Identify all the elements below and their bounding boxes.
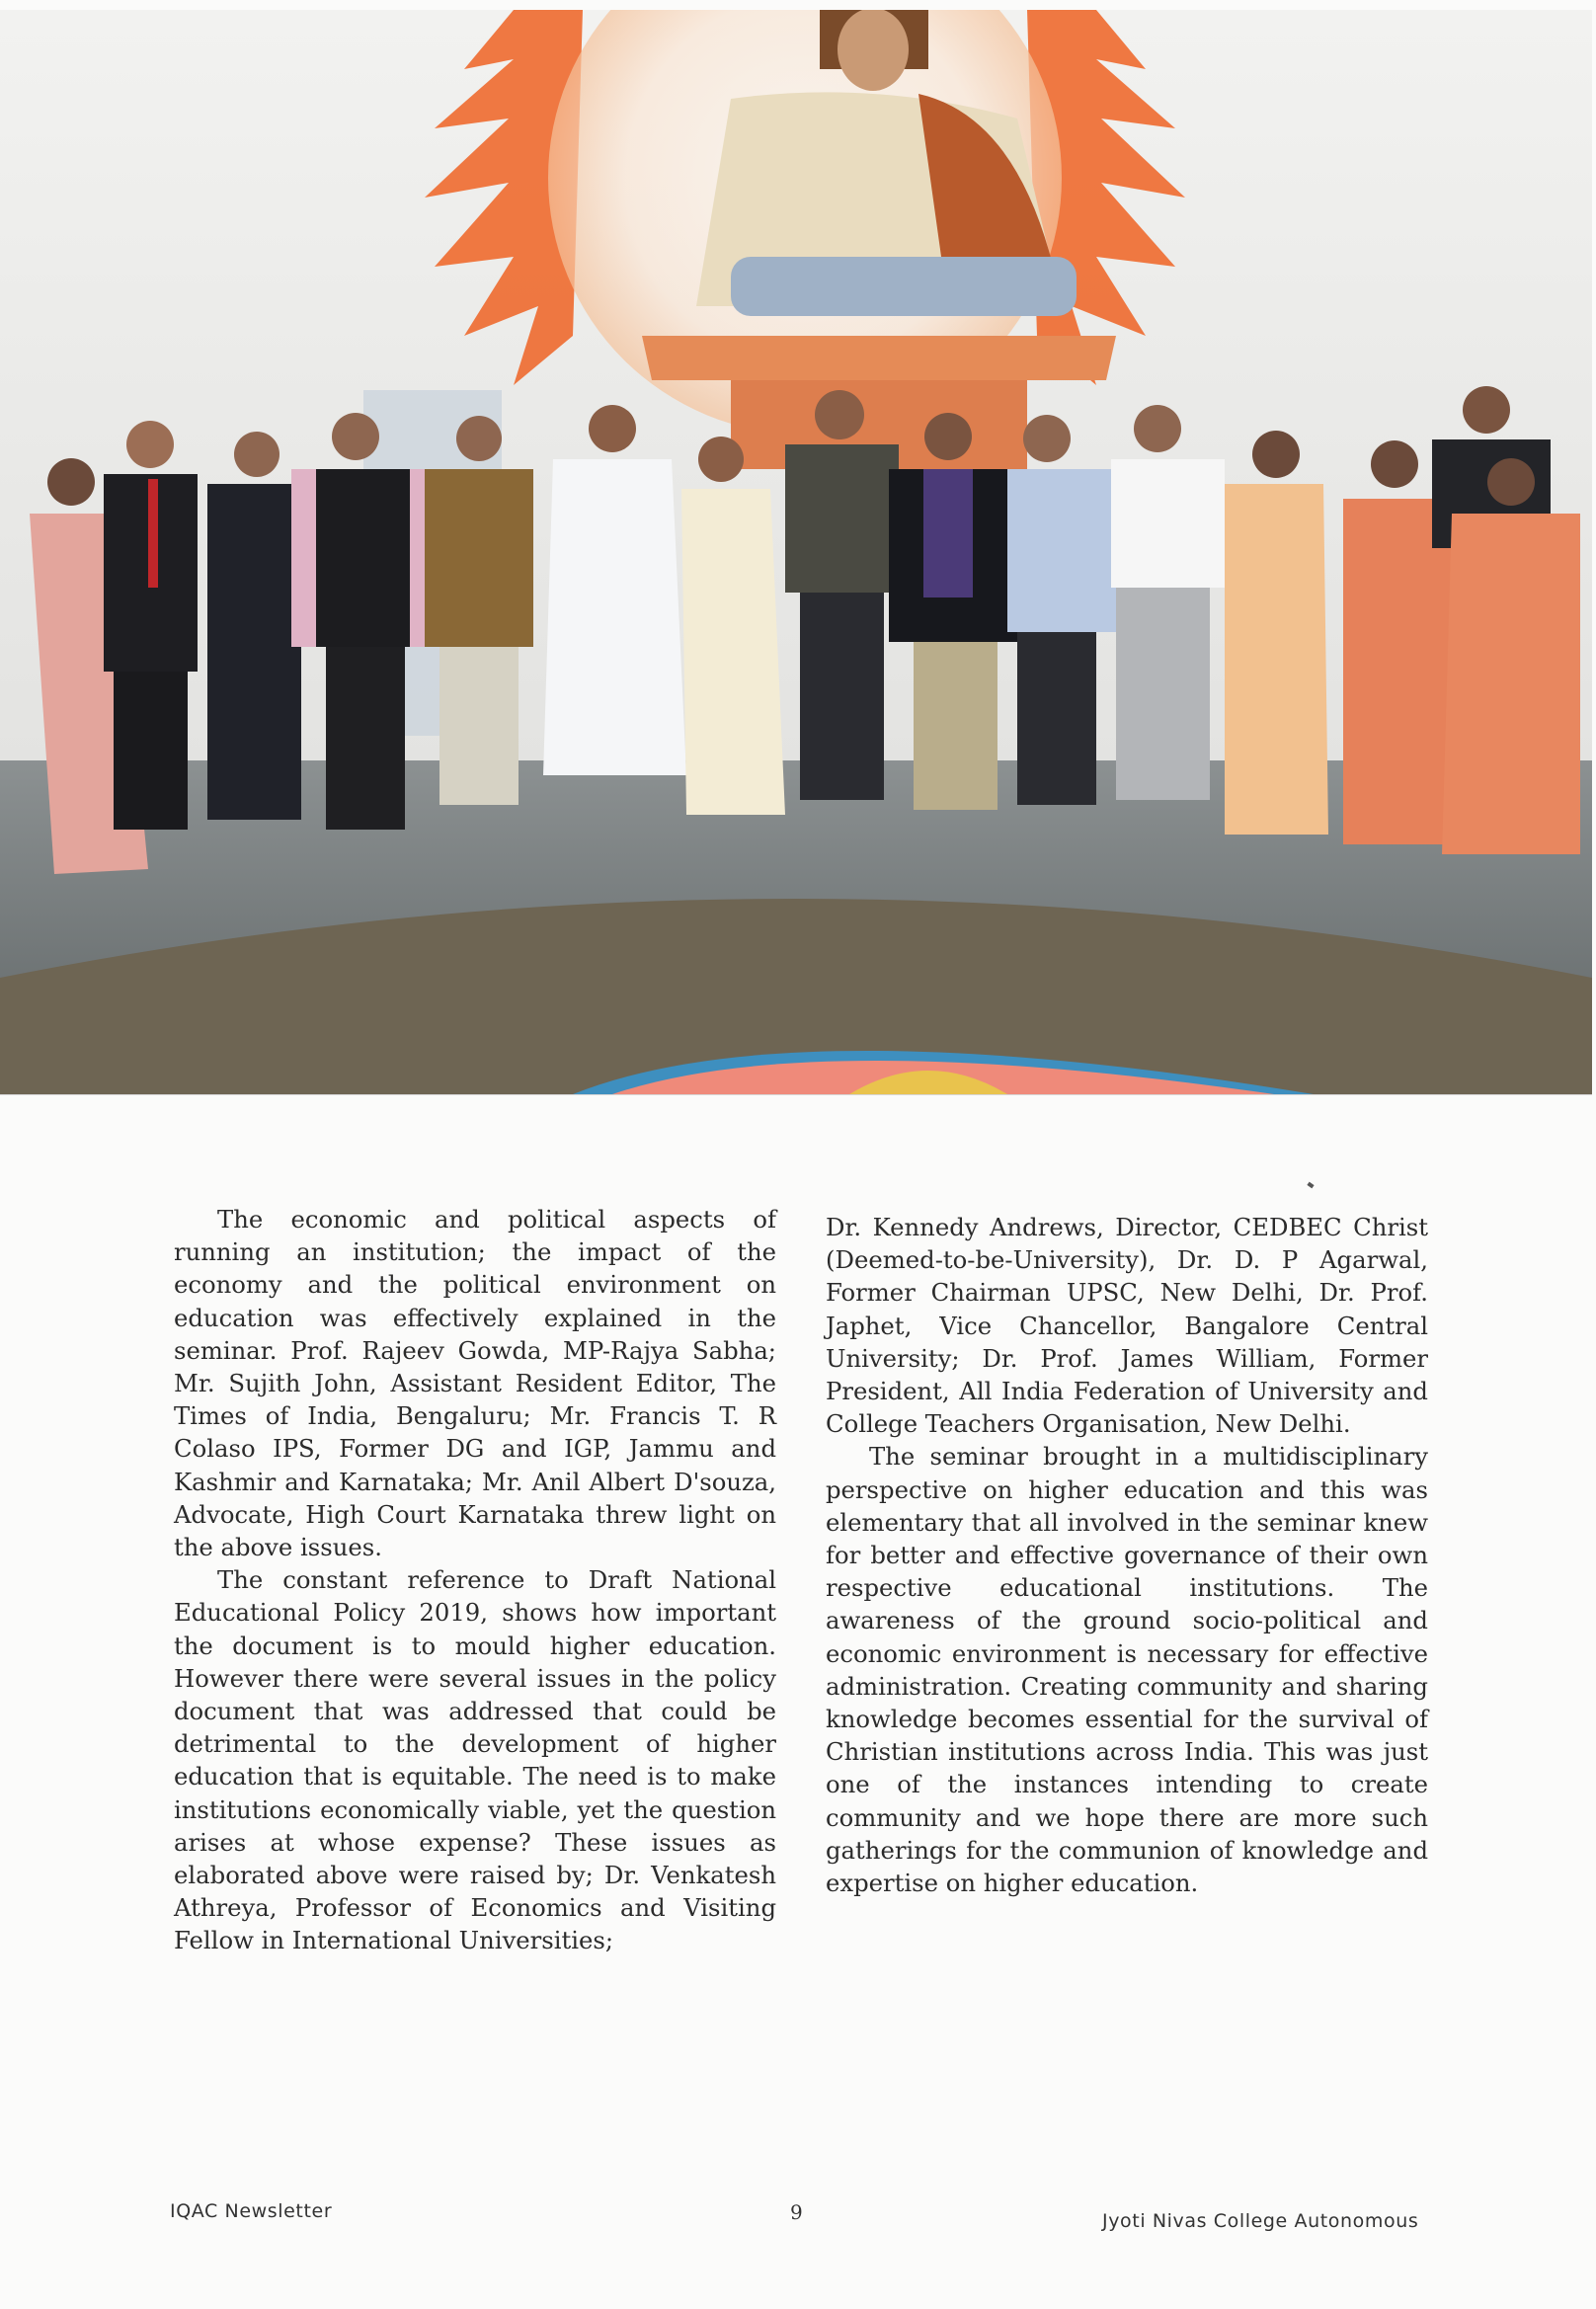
article-column-left [174, 1203, 776, 1957]
page-number: 9 [790, 2200, 804, 2224]
group-photo-image [0, 10, 1592, 1094]
footer-newsletter-name: IQAC Newsletter [170, 2200, 333, 2222]
article-paragraph: The constant reference to Draft National Educational Policy 2019, shows how important the document is to mould higher education. However there were several issues in the policy document that was addressed that could be detrimental to the development of higher education that is equitable. The need is to make institutions economically viable, yet the question arises at whose expense? These issues as elaborated above were raised by; Dr. Venkatesh Athreya, Professor of Economics and Visiting Fellow in International Universities; [174, 1565, 776, 1955]
scan-artifact [1307, 1182, 1314, 1189]
article-column-right [826, 1211, 1428, 1899]
article-paragraph: The economic and political aspects of running an institution; the impact of the economy and the political environment on education was effectively explained in the seminar. Prof. Rajeev Gowda, MP-Rajya Sabha; Mr. Sujith John, Assistant Resident Editor, The Times of India, Bengaluru; Mr. Francis T. R Colaso IPS, Former DG and IGP, Jammu and Kashmir and Karnataka; Mr. Anil Albert D'souza, Advocate, High Court Karnataka threw light on the above issues. [174, 1205, 776, 1562]
article-paragraph: The seminar brought in a multidisciplinary perspective on higher education and this was elementary that all involved in the seminar knew for better and effective governance of their own respective educational institutions. The awareness of the ground socio-political and economic environment is necessary for effective administration. Creating community and sharing knowledge becomes essential for the survival of Christian institutions across India. This was just one of the instances intending to create community and we hope there are more such gatherings for the communion of knowledge and expertise on higher education. [826, 1442, 1428, 1898]
footer-college-name: Jyoti Nivas College Autonomous [1102, 2210, 1419, 2232]
group-photo [0, 10, 1592, 1095]
article-paragraph: Dr. Kennedy Andrews, Director, CEDBEC Christ (Deemed-to-be-University), Dr. D. P Agarwal, Former Chairman UPSC, New Delhi, Dr. Prof. Japhet, Vice Chancellor, Bangalore Central University; Dr. Prof. James William, Former President, All India Federation of University and College Teachers Organisation, New Delhi. [826, 1213, 1428, 1439]
